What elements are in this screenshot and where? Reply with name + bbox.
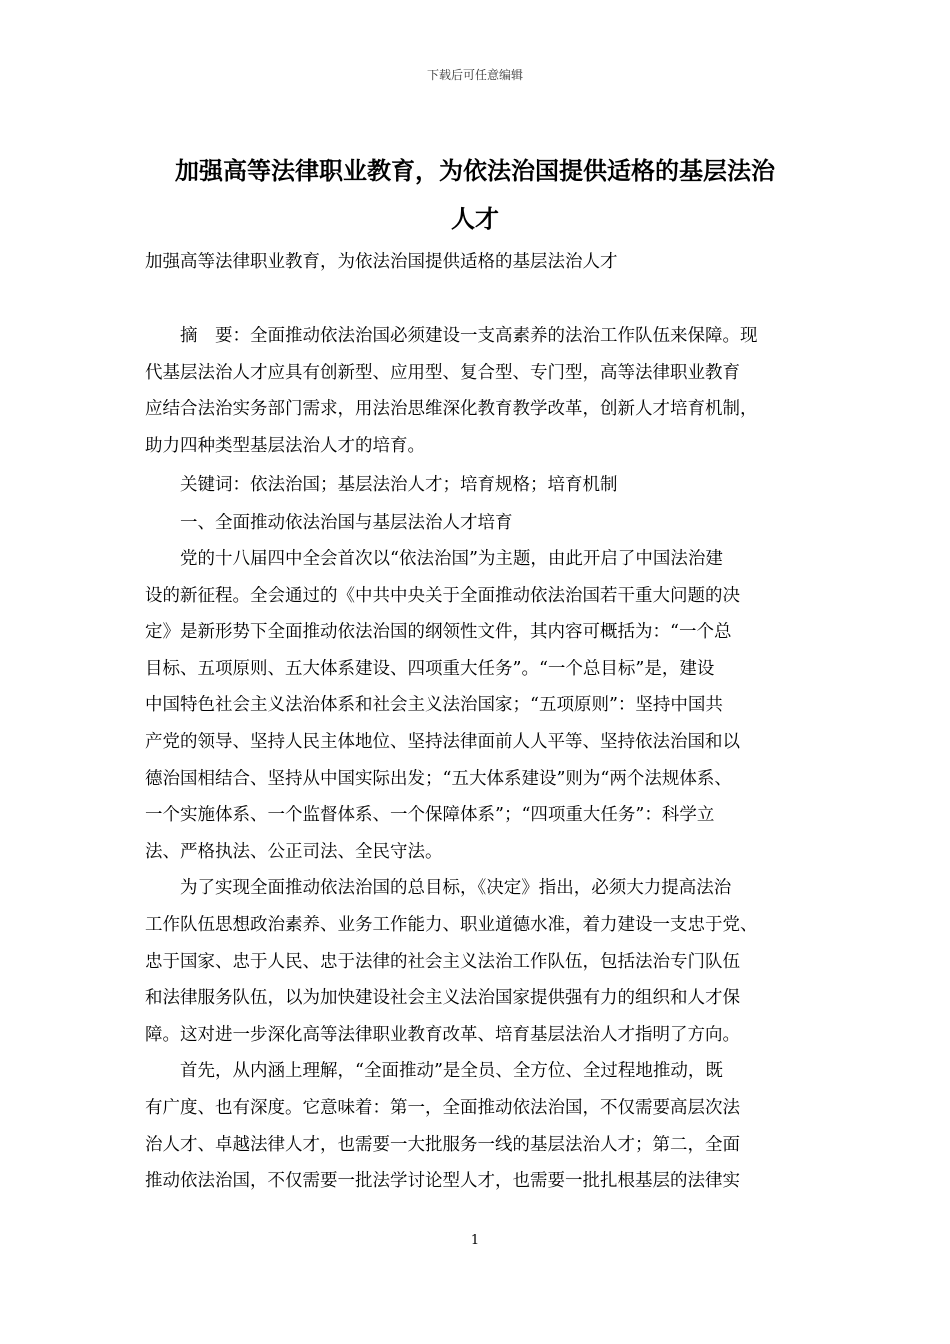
paragraph-line: 中国特色社会主义法治体系和社会主义法治国家；“五项原则”：坚持中国共 bbox=[145, 695, 723, 716]
abstract bbox=[145, 318, 807, 464]
abstract-line: 应结合法治实务部门需求，用法治思维深化教育教学改革，创新人才培育机制， bbox=[145, 399, 758, 420]
paragraph-line: 目标、五项原则、五大体系建设、四项重大任务”。“一个总目标”是，建设 bbox=[145, 658, 715, 679]
paragraph-line: 一个实施体系、一个监督体系、一个保障体系”；“四项重大任务”：科学立 bbox=[145, 805, 715, 826]
section-heading-text: 一、全面推动依法治国与基层法治人才培育 bbox=[180, 513, 513, 533]
paragraph-line: 工作队伍思想政治素养、业务工作能力、职业道德水准，着力建设一支忠于党、 bbox=[145, 914, 758, 935]
document-title-line-1: 加强高等法律职业教育，为依法治国提供适格的基层法治 bbox=[175, 156, 775, 185]
paragraph-line: 党的十八届四中全会首次以“依法治国”为主题，由此开启了中国法治建 bbox=[180, 549, 723, 569]
paragraph-line: 为了实现全面推动依法治国的总目标，《决定》指出，必须大力提高法治 bbox=[180, 878, 732, 899]
abstract-line: 代基层法治人才应具有创新型、应用型、复合型、专门型，高等法律职业教育 bbox=[145, 362, 740, 383]
paragraph-line: 首先，从内涵上理解，“全面推动”是全员、全方位、全过程地推动，既 bbox=[180, 1061, 723, 1082]
paragraph-line: 产党的领导、坚持人民主体地位、坚持法律面前人人平等、坚持依法治国和以 bbox=[145, 731, 740, 752]
body-paragraph-2 bbox=[145, 870, 807, 1053]
keywords-line: 关键词：依法治国；基层法治人才；培育规格；培育机制 bbox=[180, 475, 618, 495]
paragraph-line: 设的新征程。全会通过的《中共中央关于全面推动依法治国若干重大问题的决 bbox=[145, 585, 740, 606]
page-header-note: 下载后可任意编辑 bbox=[426, 68, 523, 82]
page-number: 1 bbox=[470, 1233, 480, 1248]
paragraph-line: 治人才、卓越法律人才，也需要一大批服务一线的基层法治人才；第二，全面 bbox=[145, 1134, 740, 1155]
paragraph-line: 定》是新形势下全面推动依法治国的纲领性文件，其内容可概括为：“一个总 bbox=[145, 622, 732, 643]
body-content bbox=[145, 541, 807, 1200]
paragraph-line: 障。这对进一步深化高等法律职业教育改革、培育基层法治人才指明了方向。 bbox=[145, 1024, 740, 1045]
paragraph-line: 推动依法治国，不仅需要一批法学讨论型人才，也需要一批扎根基层的法律实 bbox=[145, 1171, 740, 1192]
paragraph-line: 忠于国家、忠于人民、忠于法律的社会主义法治工作队伍，包括法治专门队伍 bbox=[145, 951, 740, 972]
paragraph-line: 和法律服务队伍，以为加快建设社会主义法治国家提供强有力的组织和人才保 bbox=[145, 988, 740, 1009]
document-subtitle: 加强高等法律职业教育，为依法治国提供适格的基层法治人才 bbox=[145, 252, 618, 272]
section-heading bbox=[145, 505, 807, 542]
abstract-line: 助力四种类型基层法治人才的培育。 bbox=[145, 435, 425, 456]
body-paragraph-3 bbox=[145, 1053, 807, 1199]
paragraph-line: 法、严格执法、公正司法、全民守法。 bbox=[145, 841, 443, 862]
abstract-paragraph bbox=[145, 318, 807, 464]
keywords bbox=[145, 467, 807, 504]
abstract-line: 摘 要：全面推动依法治国必须建设一支高素养的法治工作队伍来保障。现 bbox=[180, 326, 758, 346]
paragraph-line: 德治国相结合、坚持从中国实际出发；“五大体系建设”则为“两个法规体系、 bbox=[145, 768, 732, 789]
document-title-line-2: 人才 bbox=[451, 204, 499, 233]
body-paragraph-1 bbox=[145, 541, 807, 870]
paragraph-line: 有广度、也有深度。它意味着：第一，全面推动依法治国，不仅需要高层次法 bbox=[145, 1097, 740, 1118]
